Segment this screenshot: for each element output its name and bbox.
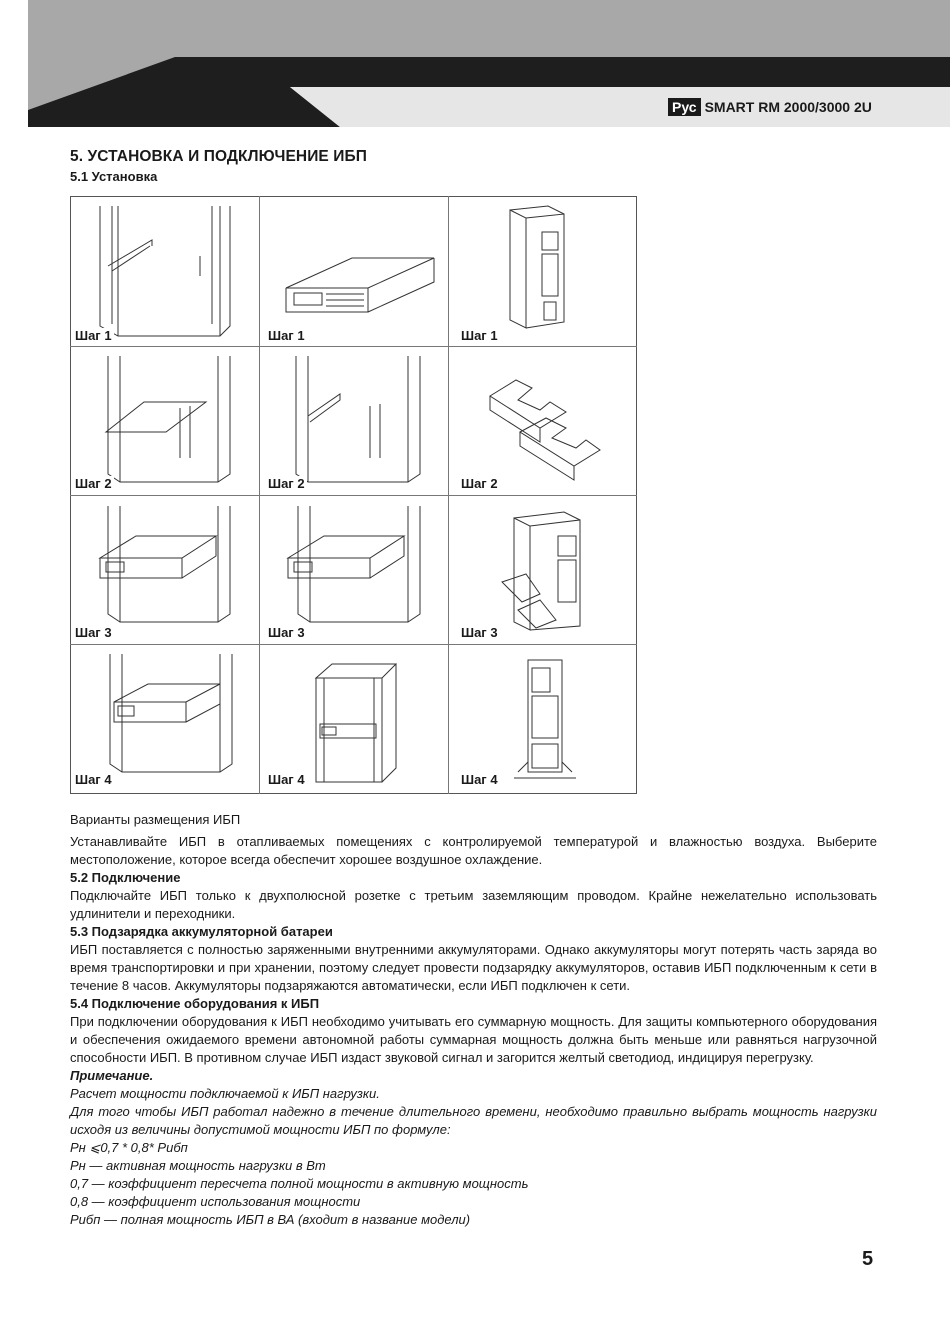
step-label: Шаг 2 <box>268 476 305 491</box>
tower-ups-illustration <box>510 206 564 328</box>
header-label <box>668 99 872 115</box>
step-label: Шаг 1 <box>268 328 305 343</box>
installation-steps-grid <box>70 196 637 794</box>
installation-illustrations <box>70 196 637 794</box>
language-badge: Рус <box>668 98 701 116</box>
subsection-title: 5.1 Установка <box>70 169 158 184</box>
note-line: Рн — активная мощность нагрузки в Вт <box>70 1158 326 1173</box>
body-text <box>70 833 877 1229</box>
step-label: Шаг 1 <box>461 328 498 343</box>
step-label: Шаг 1 <box>75 328 112 343</box>
ups-unit-illustration <box>286 258 434 312</box>
paragraph: При подключении оборудования к ИБП необходимо учитывать его суммарную мощность. Для защиты компьютерного оборудования и обеспечения ожидаемого времени автономной работы суммарная мощность должна быть меньше или равняться нагрузочной способности ИБП. В противном случае ИБП издаст звуковой сигнал и загорится желтый светодиод, индицируя перегрузку. <box>70 1014 877 1065</box>
paragraph: ИБП поставляется с полностью заряженными внутренними аккумуляторами. Однако аккумуляторы могут потерять часть заряда во время транспортировки и при хранении, поэтому следует провести подзарядку аккумуляторов, оставив ИБП подключенным к сети в течение 8 часов. Аккумуляторы подзаряжаются автоматически, если ИБП подключен к сети. <box>70 942 877 993</box>
rack-with-rails-illustration <box>106 356 230 482</box>
note-line: Расчет мощности подключаемой к ИБП нагрузки. <box>70 1086 380 1101</box>
section-heading: 5.2 Подключение <box>70 870 181 885</box>
step-label: Шаг 3 <box>75 625 112 640</box>
note-heading: Примечание. <box>70 1068 154 1083</box>
note-block <box>70 1067 877 1229</box>
note-line: Для того чтобы ИБП работал надежно в течение длительного времени, необходимо правильно выбрать мощность нагрузки исходя из величины допустимой мощности ИБП по формуле: <box>70 1104 877 1137</box>
step-label: Шаг 2 <box>75 476 112 491</box>
step-label: Шаг 2 <box>461 476 498 491</box>
formula-line: Рн ⩽0,7 * 0,8* Рибп <box>70 1140 188 1155</box>
rack-with-ups-illustration <box>288 506 420 622</box>
page-number: 5 <box>862 1248 874 1270</box>
cabinet-with-ups-illustration <box>316 664 396 782</box>
paragraph: Устанавливайте ИБП в отапливаемых помещениях с контролируемой температурой и влажностью воздуха. Выберите местоположение, которое всегда обеспечит хорошее воздушное охлаждение. <box>70 834 877 867</box>
step-label: Шаг 4 <box>268 772 305 787</box>
step-label: Шаг 4 <box>75 772 112 787</box>
note-line: 0,7 — коэффициент пересчета полной мощности в активную мощность <box>70 1176 529 1191</box>
note-line: 0,8 — коэффициент использования мощности <box>70 1194 361 1209</box>
step-label: Шаг 4 <box>461 772 498 787</box>
note-line: Рибп — полная мощность ИБП в ВА (входит в название модели) <box>70 1212 471 1227</box>
tower-stands-illustration <box>490 380 600 480</box>
rack-with-ups-illustration <box>100 506 230 622</box>
step-label: Шаг 3 <box>268 625 305 640</box>
paragraph: Подключайте ИБП только к двухполюсной розетке с третьим заземляющим проводом. Крайне нежелательно использовать удлинители и переходники. <box>70 888 877 921</box>
product-name: SMART RM 2000/3000 2U <box>704 99 872 115</box>
section-title: 5. УСТАНОВКА И ПОДКЛЮЧЕНИЕ ИБП <box>70 148 368 165</box>
step-label: Шаг 3 <box>461 625 498 640</box>
rack-illustration <box>100 206 230 336</box>
rack-rails-illustration <box>296 356 420 482</box>
section-heading: 5.3 Подзарядка аккумуляторной батареи <box>70 924 333 939</box>
rack-with-ups-illustration <box>110 654 232 772</box>
tower-standalone-illustration <box>514 660 576 778</box>
figure-caption: Варианты размещения ИБП <box>70 812 241 827</box>
tower-on-stands-illustration <box>502 512 580 630</box>
section-heading: 5.4 Подключение оборудования к ИБП <box>70 996 320 1011</box>
